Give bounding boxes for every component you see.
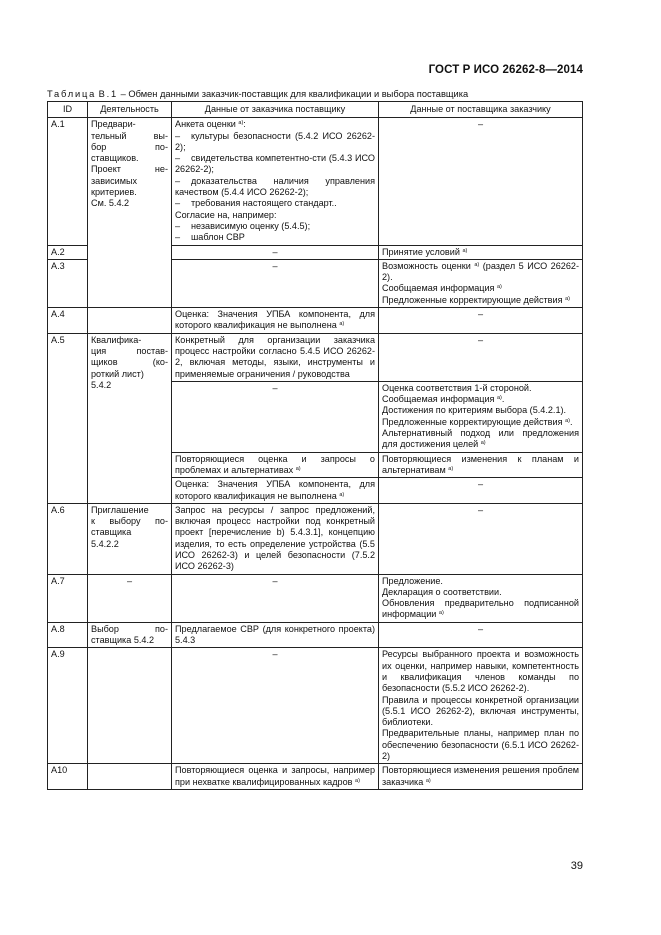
supplier-data-cell: –: [379, 333, 583, 381]
row-activity: Предвари- тельный вы- бор по- ставщиков. Проект не- зависимых критериев. См. 5.4.2: [88, 118, 172, 308]
table-caption-label: Таблица: [47, 89, 97, 99]
table-header-row: [48, 102, 583, 118]
table-row: [48, 333, 583, 381]
table-caption-number: В.1: [98, 89, 119, 99]
customer-data-cell: Оценка: Значения УПБА компонента, для которого квалификация не выполнена $^{a)}$: [172, 308, 379, 334]
table-row: [48, 764, 583, 790]
supplier-data-cell: Ресурсы выбранного проекта и возможность их оценки, например навыки, компетентность и квалификация членов команды по безопасности (5.5.2 ИСО 26262-2). Правила и процессы конкретной организации (5.5.1 ИСО 26262-2), включая инструменты, библиотеки. Предварительные планы, например план по обеспечению безопасности (6.5.1 ИСО 26262-2): [379, 648, 583, 764]
customer-data-cell: –: [172, 259, 379, 307]
table-row: [48, 648, 583, 764]
supplier-data-cell: –: [379, 478, 583, 504]
row-id: А.3: [48, 259, 88, 307]
row-activity: Приглашение к выбору по- ставщика 5.4.2.2: [88, 503, 172, 574]
customer-data-cell: Запрос на ресурсы / запрос предложений, включая процесс настройки под конкретный проект [перечисление b) 5.4.3.1], концепцию изделия, то есть определение устройства (5.5 ИСО 26262-3) и целей безопасности (7.5.2 ИСО 26262-3): [172, 503, 379, 574]
supplier-data-cell: Принятие условий $^{a)}$: [379, 245, 583, 259]
supplier-data-cell: –: [379, 118, 583, 245]
supplier-data-cell: Оценка соответствия 1-й стороной. Сообщаемая информация $^{a)}$. Достижения по критериям выбора (5.4.2.1). Предложенные корректирующие действия $^{a)}$. Альтернативный подход или предложения для достижения целей $^{a)}$: [379, 381, 583, 452]
table-row: [48, 574, 583, 622]
customer-data-cell: Анкета оценки $^{a)}$: – культуры безопасности (5.4.2 ИСО 26262-2); – свидетельства компетентно-сти (5.4.3 ИСО 26262-2); – доказательства наличия управления качеством (5.4.4 ИСО 26262-2); – требования настоящего стандарт.. Согласие на, например: – независимую оценку (5.4.5); – шаблон СВР: [172, 118, 379, 245]
table-row: [48, 622, 583, 648]
customer-data-cell: Конкретный для организации заказчика процесс настройки согласно 5.4.5 ИСО 26262-2, включая методы, языки, инструменты и применяемые ограничения / руководства: [172, 333, 379, 381]
column-header-activity: Деятельность: [88, 102, 172, 118]
table-row: [48, 308, 583, 334]
customer-data-cell: Оценка: Значения УПБА компонента, для которого квалификация не выполнена $^{a)}$: [172, 478, 379, 504]
document-standard-header: ГОСТ Р ИСО 26262-8—2014: [428, 64, 583, 76]
row-id: А.4: [48, 308, 88, 334]
exchange-table: [47, 101, 583, 790]
page-number: 39: [570, 860, 583, 872]
row-id: А.1: [48, 118, 88, 245]
supplier-data-cell: –: [379, 622, 583, 648]
supplier-data-cell: Повторяющиеся изменения к планам и альтернативам $^{a)}$: [379, 452, 583, 478]
row-activity: [88, 308, 172, 334]
table-row: [48, 503, 583, 574]
row-id: А.8: [48, 622, 88, 648]
supplier-data-cell: Предложение. Декларация о соответствии. Обновления предварительно подписанной информации $^{a)}$: [379, 574, 583, 622]
row-id: А.5: [48, 333, 88, 503]
customer-data-cell: –: [172, 381, 379, 452]
customer-data-cell: Повторяющиеся оценка и запросы о проблемах и альтернативах $^{a)}$: [172, 452, 379, 478]
supplier-data-cell: –: [379, 308, 583, 334]
supplier-data-cell: Повторяющиеся изменения решения проблем заказчика $^{a)}$: [379, 764, 583, 790]
row-id: А10: [48, 764, 88, 790]
table-row: [48, 118, 583, 245]
row-activity: [88, 764, 172, 790]
customer-data-cell: –: [172, 574, 379, 622]
supplier-data-cell: Возможность оценки $^{a)}$ (раздел 5 ИСО 26262-2). Сообщаемая информация $^{a)}$ Предложенные корректирующие действия $^{a)}$: [379, 259, 583, 307]
table-caption: [47, 89, 468, 99]
column-header-customer-data: Данные от заказчика поставщику: [172, 102, 379, 118]
row-id: А.7: [48, 574, 88, 622]
customer-data-cell: –: [172, 245, 379, 259]
table-caption-text: – Обмен данными заказчик-поставщик для квалификации и выбора поставщика: [118, 89, 469, 99]
row-id: А.9: [48, 648, 88, 764]
row-activity: Выбор по- ставщика 5.4.2: [88, 622, 172, 648]
column-header-supplier-data: Данные от поставщика заказчику: [379, 102, 583, 118]
row-activity: –: [88, 574, 172, 622]
row-activity: [88, 648, 172, 764]
supplier-data-cell: –: [379, 503, 583, 574]
row-id: А.2: [48, 245, 88, 259]
column-header-id: ID: [48, 102, 88, 118]
row-id: А.6: [48, 503, 88, 574]
row-activity: Квалифика- ция постав- щиков (ко- роткий лист) 5.4.2: [88, 333, 172, 503]
customer-data-cell: Повторяющиеся оценка и запросы, например при нехватке квалифицированных кадров $^{a)}$: [172, 764, 379, 790]
customer-data-cell: Предлагаемое СВР (для конкретного проекта) 5.4.3: [172, 622, 379, 648]
customer-data-cell: –: [172, 648, 379, 764]
